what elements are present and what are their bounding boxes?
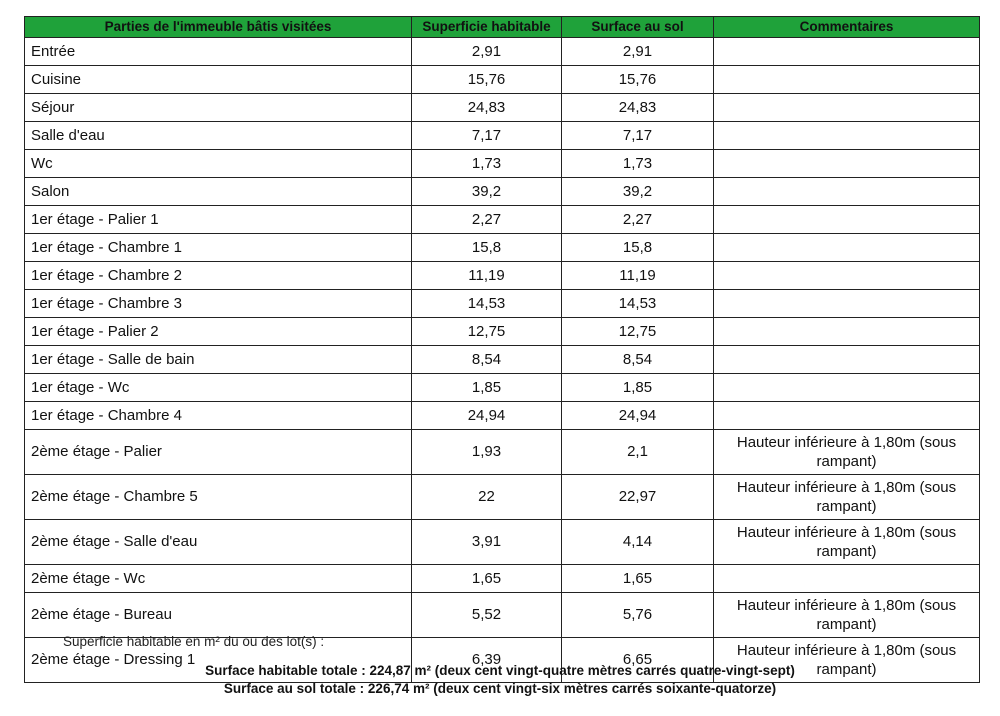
commentaire-cell <box>714 66 980 94</box>
commentaire-cell <box>714 318 980 346</box>
room-name-cell: 2ème étage - Bureau <box>25 593 412 638</box>
surface-au-sol-cell: 2,27 <box>562 206 714 234</box>
table-row <box>25 234 980 262</box>
commentaire-cell <box>714 346 980 374</box>
room-name-cell: 2ème étage - Wc <box>25 565 412 593</box>
table-row <box>25 66 980 94</box>
room-name-cell: 1er étage - Chambre 1 <box>25 234 412 262</box>
commentaire-cell <box>714 122 980 150</box>
surface-table <box>24 16 980 683</box>
room-name-cell: Salle d'eau <box>25 122 412 150</box>
superficie-habitable-cell: 24,83 <box>412 94 562 122</box>
surface-au-sol-cell: 39,2 <box>562 178 714 206</box>
room-name-cell: 2ème étage - Dressing 1 <box>25 638 412 683</box>
surface-au-sol-cell: 12,75 <box>562 318 714 346</box>
table-row <box>25 206 980 234</box>
table-row <box>25 318 980 346</box>
superficie-habitable-cell: 11,19 <box>412 262 562 290</box>
commentaire-cell: Hauteur inférieure à 1,80m (sous rampant) <box>714 593 980 638</box>
surface-au-sol-cell: 22,97 <box>562 475 714 520</box>
table-row <box>25 94 980 122</box>
superficie-habitable-cell: 7,17 <box>412 122 562 150</box>
commentaire-cell: Hauteur inférieure à 1,80m (sous rampant) <box>714 475 980 520</box>
table-row <box>25 520 980 565</box>
totals-block <box>0 662 1000 698</box>
table-row <box>25 122 980 150</box>
room-name-cell: 1er étage - Palier 2 <box>25 318 412 346</box>
room-name-cell: 2ème étage - Palier <box>25 430 412 475</box>
room-name-cell: 1er étage - Chambre 2 <box>25 262 412 290</box>
surface-au-sol-cell: 1,65 <box>562 565 714 593</box>
surface-au-sol-cell: 11,19 <box>562 262 714 290</box>
commentaire-cell <box>714 374 980 402</box>
table-row <box>25 374 980 402</box>
commentaire-cell <box>714 290 980 318</box>
superficie-habitable-cell: 6,39 <box>412 638 562 683</box>
commentaire-cell <box>714 94 980 122</box>
surface-au-sol-cell: 15,8 <box>562 234 714 262</box>
header-superficie-habitable: Superficie habitable <box>412 17 562 38</box>
surface-au-sol-cell: 2,1 <box>562 430 714 475</box>
commentaire-cell <box>714 234 980 262</box>
table-row <box>25 593 980 638</box>
table-row <box>25 38 980 66</box>
commentaire-cell <box>714 262 980 290</box>
room-name-cell: Wc <box>25 150 412 178</box>
surface-au-sol-cell: 4,14 <box>562 520 714 565</box>
commentaire-cell <box>714 150 980 178</box>
surface-au-sol-cell: 24,83 <box>562 94 714 122</box>
superficie-habitable-cell: 1,65 <box>412 565 562 593</box>
commentaire-cell <box>714 38 980 66</box>
room-name-cell: 1er étage - Salle de bain <box>25 346 412 374</box>
superficie-habitable-cell: 1,73 <box>412 150 562 178</box>
table-row <box>25 430 980 475</box>
commentaire-cell <box>714 178 980 206</box>
total-habitable: Surface habitable totale : 224,87 m² (deux cent vingt-quatre mètres carrés quatre-vingt-sept) <box>205 663 795 678</box>
superficie-habitable-cell: 39,2 <box>412 178 562 206</box>
room-name-cell: Entrée <box>25 38 412 66</box>
superficie-habitable-cell: 22 <box>412 475 562 520</box>
room-name-cell: Séjour <box>25 94 412 122</box>
surface-au-sol-cell: 1,73 <box>562 150 714 178</box>
commentaire-cell: Hauteur inférieure à 1,80m (sous rampant) <box>714 520 980 565</box>
room-name-cell: 1er étage - Palier 1 <box>25 206 412 234</box>
surface-table-container <box>24 16 979 683</box>
header-parties: Parties de l'immeuble bâtis visitées <box>25 17 412 38</box>
commentaire-cell: Hauteur inférieure à 1,80m (sous rampant) <box>714 638 980 683</box>
superficie-habitable-cell: 14,53 <box>412 290 562 318</box>
superficie-habitable-cell: 12,75 <box>412 318 562 346</box>
superficie-habitable-cell: 2,27 <box>412 206 562 234</box>
room-name-cell: 1er étage - Wc <box>25 374 412 402</box>
superficie-habitable-cell: 3,91 <box>412 520 562 565</box>
superficie-habitable-cell: 15,8 <box>412 234 562 262</box>
surface-au-sol-cell: 8,54 <box>562 346 714 374</box>
header-surface-au-sol: Surface au sol <box>562 17 714 38</box>
commentaire-cell <box>714 565 980 593</box>
room-name-cell: 1er étage - Chambre 3 <box>25 290 412 318</box>
table-row <box>25 346 980 374</box>
table-row <box>25 565 980 593</box>
surface-au-sol-cell: 2,91 <box>562 38 714 66</box>
superficie-habitable-cell: 5,52 <box>412 593 562 638</box>
total-sol: Surface au sol totale : 226,74 m² (deux cent vingt-six mètres carrés soixante-quatorze) <box>223 681 777 696</box>
table-body <box>25 38 980 683</box>
commentaire-cell <box>714 402 980 430</box>
commentaire-cell: Hauteur inférieure à 1,80m (sous rampant) <box>714 430 980 475</box>
surface-au-sol-cell: 15,76 <box>562 66 714 94</box>
surface-au-sol-cell: 24,94 <box>562 402 714 430</box>
surface-au-sol-cell: 6,65 <box>562 638 714 683</box>
room-name-cell: Salon <box>25 178 412 206</box>
surface-note: Superficie habitable en m² du ou des lot(s) : <box>63 634 325 649</box>
header-commentaires: Commentaires <box>714 17 980 38</box>
table-row <box>25 262 980 290</box>
table-row <box>25 150 980 178</box>
superficie-habitable-cell: 1,85 <box>412 374 562 402</box>
room-name-cell: 2ème étage - Chambre 5 <box>25 475 412 520</box>
table-row <box>25 290 980 318</box>
table-row <box>25 402 980 430</box>
surface-au-sol-cell: 1,85 <box>562 374 714 402</box>
superficie-habitable-cell: 15,76 <box>412 66 562 94</box>
surface-au-sol-cell: 5,76 <box>562 593 714 638</box>
room-name-cell: Cuisine <box>25 66 412 94</box>
room-name-cell: 1er étage - Chambre 4 <box>25 402 412 430</box>
table-row <box>25 475 980 520</box>
superficie-habitable-cell: 1,93 <box>412 430 562 475</box>
surface-au-sol-cell: 7,17 <box>562 122 714 150</box>
room-name-cell: 2ème étage - Salle d'eau <box>25 520 412 565</box>
table-header-row <box>25 17 980 38</box>
superficie-habitable-cell: 8,54 <box>412 346 562 374</box>
superficie-habitable-cell: 2,91 <box>412 38 562 66</box>
surface-au-sol-cell: 14,53 <box>562 290 714 318</box>
superficie-habitable-cell: 24,94 <box>412 402 562 430</box>
commentaire-cell <box>714 206 980 234</box>
table-row <box>25 178 980 206</box>
